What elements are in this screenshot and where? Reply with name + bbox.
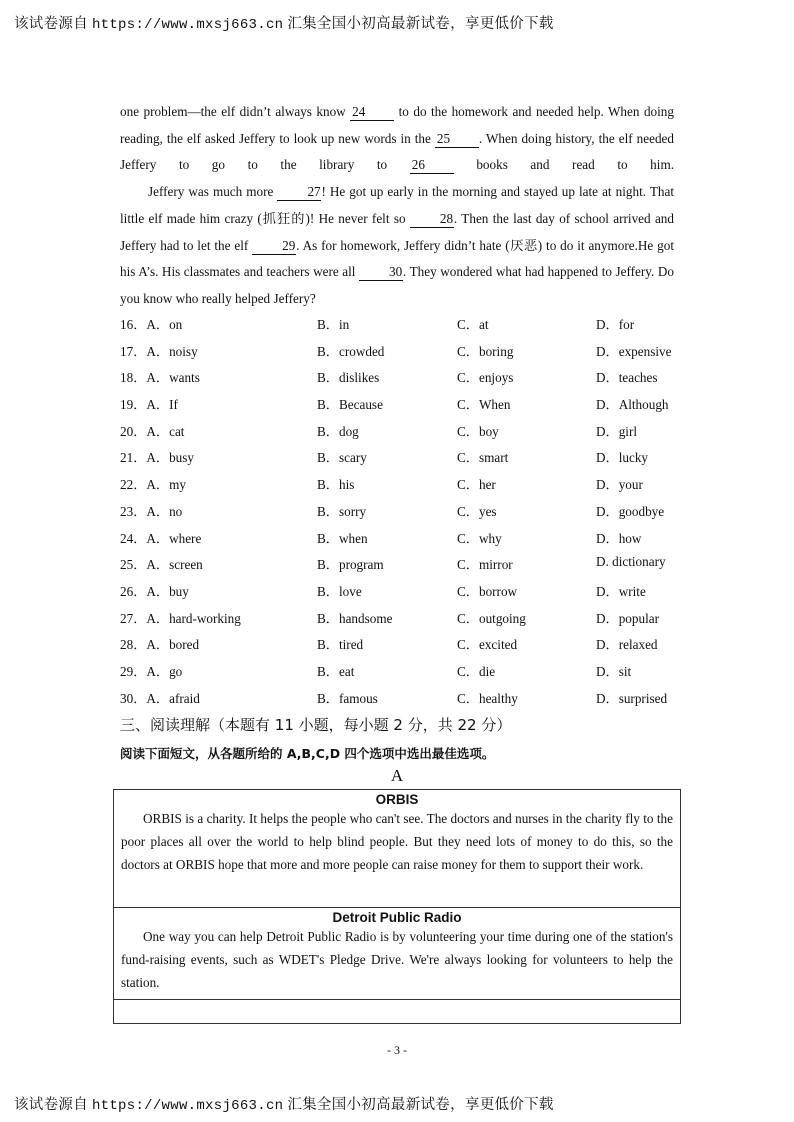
option-a: 25．A．screen [120, 557, 203, 573]
option-c: C．her [457, 477, 496, 493]
option-a: 19．A．If [120, 397, 178, 413]
option-d: D．goodbye [596, 503, 665, 519]
option-d: D．write [596, 583, 646, 599]
radio-title: Detroit Public Radio [332, 910, 462, 925]
banner-suffix: 汇集全国小初高最新试卷，享更低价下载 [287, 1097, 554, 1113]
question-row [120, 550, 690, 577]
option-a: 21．A．busy [120, 450, 194, 466]
source-banner-bottom [14, 1093, 554, 1114]
option-d: D．lucky [596, 450, 649, 466]
option-a: 26．A．buy [120, 583, 189, 599]
option-c: C．yes [457, 503, 497, 519]
section-instruction: 阅读下面短文，从各题所给的 A,B,C,D 四个选项中选出最佳选项。 [120, 746, 495, 761]
option-d: D．popular [596, 610, 659, 626]
radio-body: One way you can help Detroit Public Radio is by volunteering your time during one of the station's fund-raising events, such as WDET's Pledge Drive. We're always looking for volunteers to help the station. [121, 929, 673, 991]
option-c: C．borrow [457, 583, 518, 599]
option-a: 22．A．my [120, 477, 186, 493]
table-cell-radio [114, 908, 680, 1000]
blank-27: 27 [277, 184, 321, 201]
banner-prefix: 该试卷源自 [14, 1097, 88, 1113]
option-a: 27．A．hard-working [120, 610, 241, 626]
option-a: 20．A．cat [120, 423, 185, 439]
option-a: 30．A．afraid [120, 690, 200, 706]
option-b: B．his [317, 477, 355, 493]
option-c: C．at [457, 317, 489, 332]
option-d: D．surprised [596, 690, 668, 706]
question-row [120, 630, 690, 657]
option-b: B．scary [317, 450, 367, 466]
blank-29: 29 [252, 238, 296, 255]
orbis-title: ORBIS [375, 792, 419, 807]
blank-26: 26 [410, 157, 454, 174]
option-b: B．dog [317, 423, 359, 439]
page-number: - 3 - [387, 1043, 407, 1057]
blank-25: 25 [435, 131, 479, 148]
question-row [120, 604, 690, 631]
option-b: B．when [317, 530, 368, 546]
option-c: C．enjoys [457, 370, 514, 386]
option-a: 16．A．on [120, 317, 183, 332]
passage-paragraph-2: Jeffery was much more 27! He got up early in the morning and stayed up late at night. That little elf made him crazy (抓狂的)! He never felt so 28. Then the last day of school arrived and Jeffery had to let the elf 29. As for homework, Jeffery didn’t hate (厌恶) to do it anymore.He got his A’s. His classmates and teachers were all 30. They wondered what had happened to Jeffery. Do you know who really helped Jeffery? [120, 184, 674, 306]
option-d: D. dictionary [596, 554, 666, 570]
option-b: B．love [317, 583, 362, 599]
banner-url-link[interactable]: https://www.mxsj663.cn [91, 1098, 284, 1114]
option-d: D．Although [596, 397, 669, 413]
option-a: 24．A．where [120, 530, 202, 546]
table-cell-orbis [114, 790, 680, 908]
question-row [120, 524, 690, 551]
option-d: D．teaches [596, 370, 658, 386]
option-c: C．mirror [457, 557, 513, 573]
banner-url-link[interactable]: https://www.mxsj663.cn [91, 17, 284, 33]
option-d: D．expensive [596, 343, 672, 359]
option-d: D．for [596, 317, 635, 332]
question-row [120, 363, 690, 390]
question-row [120, 417, 690, 444]
reading-table [113, 789, 681, 1024]
question-row [120, 657, 690, 684]
option-c: C．die [457, 663, 496, 679]
option-c: C．smart [457, 450, 509, 466]
option-d: D．relaxed [596, 637, 658, 653]
option-d: D．sit [596, 663, 632, 679]
option-d: D．your [596, 477, 643, 493]
source-banner-top [14, 12, 554, 33]
question-row [120, 577, 690, 604]
cloze-passage [120, 99, 674, 313]
blank-30: 30 [359, 264, 403, 281]
option-d: D．girl [596, 423, 638, 439]
option-a: 23．A．no [120, 503, 183, 519]
passage-paragraph-1: one problem—the elf didn’t always know 24 to do the homework and needed help. When doing reading, the elf asked Jeffery to look up new words in the 25 . When doing history, the elf needed Jeffery to go to the library to 26 books and read to him. [120, 104, 674, 173]
option-a: 29．A．go [120, 663, 183, 679]
option-c: C．boring [457, 343, 514, 359]
option-a: 18．A．wants [120, 370, 200, 386]
option-b: B．in [317, 317, 350, 332]
option-c: C．excited [457, 637, 518, 653]
option-b: B．eat [317, 663, 355, 679]
option-c: C．When [457, 397, 511, 413]
option-b: B．crowded [317, 343, 385, 359]
option-b: B．sorry [317, 503, 367, 519]
question-row [120, 497, 690, 524]
section-heading: 三、阅读理解（本题有 11 小题，每小题 2 分，共 22 分） [120, 716, 512, 734]
question-row [120, 337, 690, 364]
option-c: C．boy [457, 423, 499, 439]
option-a: 28．A．bored [120, 637, 200, 653]
question-row [120, 443, 690, 470]
question-row [120, 470, 690, 497]
option-b: B．handsome [317, 610, 393, 626]
part-label: A [390, 766, 404, 785]
option-b: B．famous [317, 690, 378, 706]
option-d: D．how [596, 530, 642, 546]
option-b: B．tired [317, 637, 364, 653]
banner-prefix: 该试卷源自 [14, 16, 88, 32]
blank-24: 24 [350, 104, 394, 121]
banner-suffix: 汇集全国小初高最新试卷，享更低价下载 [287, 16, 554, 32]
question-row [120, 684, 690, 711]
table-cell-empty [114, 1000, 680, 1025]
option-a: 17．A．noisy [120, 343, 198, 359]
question-row [120, 390, 690, 417]
option-c: C．why [457, 530, 502, 546]
answer-options-list [120, 310, 690, 710]
blank-28: 28 [410, 211, 454, 228]
option-b: B．Because [317, 397, 383, 413]
option-c: C．outgoing [457, 610, 526, 626]
orbis-body: ORBIS is a charity. It helps the people who can't see. The doctors and nurses in the charity fly to the poor places all over the world to help blind people. But they need lots of money to do this, so the doctors at ORBIS hope that more and more people can raise money for them to support their work. [121, 811, 673, 873]
option-b: B．dislikes [317, 370, 380, 386]
question-row [120, 310, 690, 337]
option-b: B．program [317, 557, 384, 573]
option-c: C．healthy [457, 690, 518, 706]
